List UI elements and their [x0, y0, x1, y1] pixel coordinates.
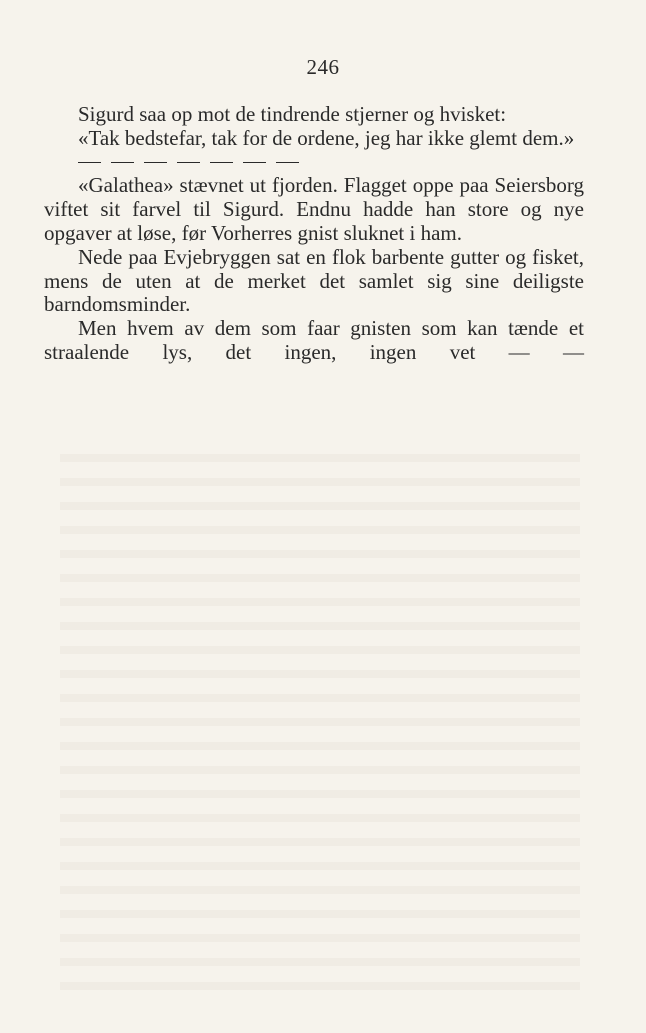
divider-dash — [111, 162, 134, 163]
paragraph-3: «Galathea» stævnet ut fjorden. Flagget oppe paa Seiersborg viftet sit farvel til Sigurd. Endnu hadde han store og nye opgaver at løse, før Vorherres gnist sluknet i ham. — [44, 173, 584, 245]
page-number: 246 — [306, 55, 340, 79]
divider-dash — [144, 162, 167, 163]
paragraph-4: Nede paa Evjebryggen sat en flok barbente gutter og fisket, mens de uten at de merket det samlet sig sine deiligste barndomsminder. — [44, 244, 584, 317]
section-divider — [44, 151, 584, 175]
divider-dash — [243, 162, 266, 163]
paper-show-through — [60, 440, 580, 1000]
paragraph-1: Sigurd saa op mot de tindrende stjerner og hvisket: — [78, 102, 507, 126]
divider-dash — [210, 162, 233, 163]
divider-dash — [177, 162, 200, 163]
body-text — [44, 103, 584, 365]
divider-dash — [78, 162, 101, 163]
paragraph-5: Men hvem av dem som faar gnisten som kan tænde et straalende lys, det ingen, ingen vet — — — [44, 316, 584, 364]
paragraph-2: «Tak bedstefar, tak for de ordene, jeg har ikke glemt dem.» — [78, 125, 575, 150]
divider-dash — [276, 162, 299, 163]
